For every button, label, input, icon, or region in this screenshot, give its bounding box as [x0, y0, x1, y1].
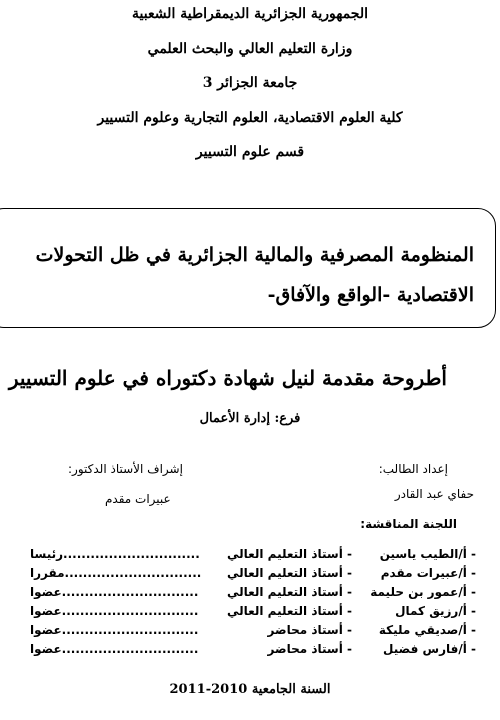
member-rank: - أستاذ محاضر [267, 623, 352, 637]
supervisor-name: عبيرات مقدم [105, 492, 171, 506]
committee-row [0, 623, 500, 641]
member-role: ..............................مقررا [30, 566, 202, 580]
member-role: ..............................عضوا [30, 623, 199, 637]
member-rank: - أستاذ التعليم العالي [226, 604, 352, 618]
committee-row [0, 642, 500, 660]
title-frame [0, 208, 496, 328]
supervisor-label: إشراف الأستاذ الدكتور: [68, 462, 183, 476]
republic-name: الجمهورية الجزائرية الديمقراطية الشعبية [131, 6, 368, 22]
member-role: ..............................عضوا [30, 604, 199, 618]
member-rank: - أستاذ محاضر [267, 642, 352, 656]
thesis-title-line-2: الاقتصادية -الواقع والآفاق- [267, 284, 474, 306]
department-name: قسم علوم التسيير [195, 144, 305, 160]
student-label: إعداد الطالب: [378, 462, 448, 476]
thesis-title-line-1: المنظومة المصرفية والمالية الجزائرية في ظل التحولات [35, 244, 474, 266]
ministry-name: وزارة التعليم العالي والبحث العلمي [147, 41, 353, 57]
member-name: - أ/الطيب ياسين [379, 547, 476, 561]
university-name: جامعة الجزائر 3 [202, 75, 298, 91]
committee-row [0, 547, 500, 565]
member-name: - أ/صديقي مليكة [378, 623, 476, 637]
member-role: ..............................عضوا [30, 642, 199, 656]
committee-label: اللجنة المناقشة: [360, 517, 457, 531]
member-name: - أ/عبيرات مقدم [380, 566, 476, 580]
member-name: - أ/عمور بن حليمة [370, 585, 476, 599]
member-role: ..............................عضوا [30, 585, 199, 599]
thesis-statement: أطروحة مقدمة لنيل شهادة دكتوراه في علوم التسيير [8, 366, 447, 390]
student-name: حفاي عبد القادر [394, 487, 474, 501]
member-name: - أ/رزيق كمال [395, 604, 476, 618]
academic-year: السنة الجامعية 2010-2011 [169, 682, 331, 697]
member-rank: - أستاذ التعليم العالي [226, 566, 352, 580]
member-rank: - أستاذ التعليم العالي [226, 585, 352, 599]
member-role: ..............................رئيسا [30, 547, 200, 561]
member-rank: - أستاذ التعليم العالي [226, 547, 352, 561]
committee-row [0, 585, 500, 603]
committee-row [0, 604, 500, 622]
thesis-branch: فرع: إدارة الأعمال [199, 411, 301, 426]
committee-row [0, 566, 500, 584]
faculty-name: كلية العلوم الاقتصادية، العلوم التجارية وعلوم التسيير [97, 110, 403, 126]
member-name: - أ/فارس فضيل [383, 642, 476, 656]
